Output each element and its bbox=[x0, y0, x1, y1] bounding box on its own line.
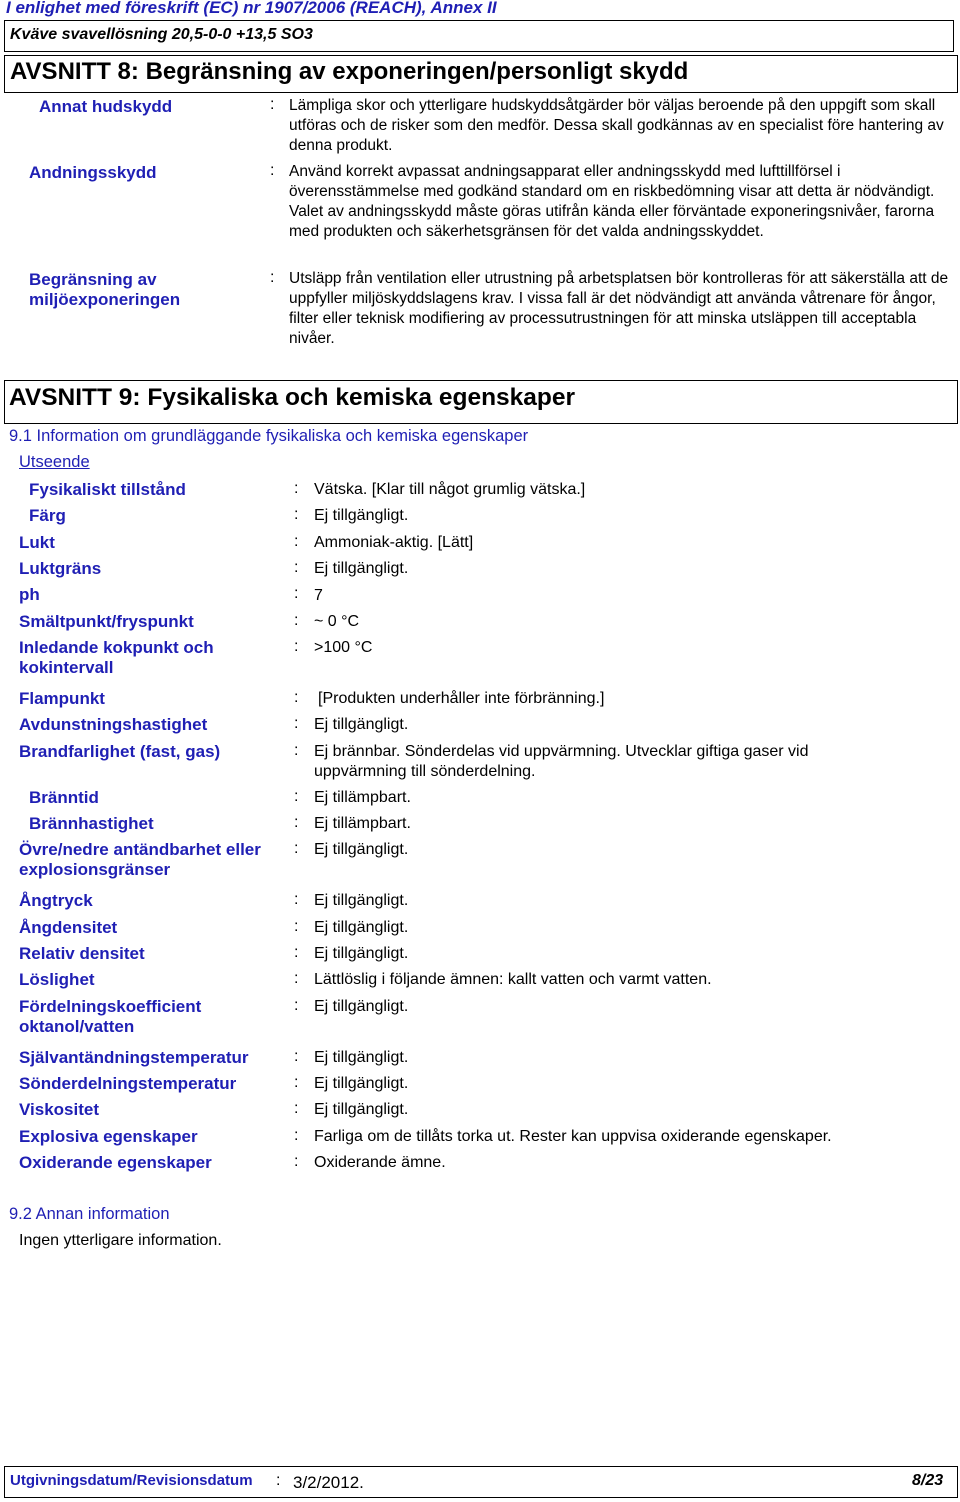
colon: : bbox=[294, 1048, 299, 1065]
value-flampunkt: [Produkten underhåller inte förbränning.] bbox=[318, 690, 605, 707]
colon: : bbox=[294, 1074, 299, 1091]
colon: : bbox=[294, 742, 299, 759]
colon: : bbox=[294, 533, 299, 550]
colon: : bbox=[294, 840, 299, 857]
value-brannhastighet: Ej tillämpbart. bbox=[314, 815, 411, 832]
label-oxiderande-egenskaper: Oxiderande egenskaper bbox=[19, 1153, 212, 1172]
colon: : bbox=[294, 891, 299, 908]
colon: : bbox=[270, 162, 275, 179]
value-explosionsgranser: Ej tillgängligt. bbox=[314, 841, 409, 858]
colon: : bbox=[270, 96, 275, 113]
section-9-title: AVSNITT 9: Fysikaliska och kemiska egenskaper bbox=[9, 384, 576, 411]
label-explosionsgranser: Övre/nedre antändbarhet eller explosionsgränser bbox=[19, 840, 261, 879]
value-angdensitet: Ej tillgängligt. bbox=[314, 919, 409, 936]
colon: : bbox=[294, 1153, 299, 1170]
value-fordelningskoefficient: Ej tillgängligt. bbox=[314, 998, 409, 1015]
colon: : bbox=[294, 689, 299, 706]
value-sonderdelningstemperatur: Ej tillgängligt. bbox=[314, 1075, 409, 1092]
label-relativ-densitet: Relativ densitet bbox=[19, 944, 145, 963]
colon: : bbox=[294, 506, 299, 523]
colon: : bbox=[294, 1100, 299, 1117]
value-brandfarlighet: Ej brännbar. Sönderdelas vid uppvärmning. Utvecklar giftiga gaser vid uppvärmning till sönderdelning. bbox=[314, 743, 809, 780]
footer-colon: : bbox=[276, 1472, 281, 1489]
label-sonderdelningstemperatur: Sönderdelningstemperatur bbox=[19, 1074, 237, 1093]
label-branntid: Bränntid bbox=[29, 788, 99, 807]
value-loslighet: Lättlöslig i följande ämnen: kallt vatten och varmt vatten. bbox=[314, 971, 712, 988]
colon: : bbox=[294, 638, 299, 655]
value-andningsskydd: Använd korrekt avpassat andningsapparat eller andningsskydd med lufttillförsel i överensstämmelse med godkänd standard om en riskbedömning visar att detta är nödvändigt. Valet av andningsskydd måste göras utifrån kända eller förväntade exponeringsnivåer, farorna med produkten och säkerhetsgränsen för det valda andningsskyddet. bbox=[289, 163, 935, 240]
label-fysikaliskt-tillstand: Fysikaliskt tillstånd bbox=[29, 480, 186, 499]
value-relativ-densitet: Ej tillgängligt. bbox=[314, 945, 409, 962]
value-annat-hudskydd: Lämpliga skor och ytterligare hudskyddsåtgärder bör väljas beroende på den uppgift som skall utföras och de risker som den medför. Dessa skall godkännas av en specialist före hantering av denna produkt. bbox=[289, 97, 944, 154]
value-smaltpunkt: ~ 0 °C bbox=[314, 613, 360, 630]
colon: : bbox=[294, 970, 299, 987]
label-fordelningskoefficient: Fördelningskoefficient oktanol/vatten bbox=[19, 997, 202, 1036]
value-sjalvantandningstemperatur: Ej tillgängligt. bbox=[314, 1049, 409, 1066]
value-angtryck: Ej tillgängligt. bbox=[314, 892, 409, 909]
other-information-text: Ingen ytterligare information. bbox=[19, 1232, 222, 1249]
label-kokpunkt: Inledande kokpunkt och kokintervall bbox=[19, 638, 214, 677]
label-andningsskydd: Andningsskydd bbox=[29, 163, 157, 182]
label-loslighet: Löslighet bbox=[19, 970, 95, 989]
label-annat-hudskydd: Annat hudskydd bbox=[39, 97, 173, 116]
label-avdunstningshastighet: Avdunstningshastighet bbox=[19, 715, 208, 734]
colon: : bbox=[294, 585, 299, 602]
label-brannhastighet: Brännhastighet bbox=[29, 814, 154, 833]
label-angtryck: Ångtryck bbox=[19, 891, 93, 910]
appearance-heading: Utseende bbox=[19, 453, 90, 471]
value-farg: Ej tillgängligt. bbox=[314, 507, 409, 524]
value-begransning: Utsläpp från ventilation eller utrustning på arbetsplatsen bör kontrolleras för att säkerställa att de uppfyller miljöskyddslagens krav. I vissa fall är det nödvändigt att använda våtrenare för ångor, filter eller teknisk modifiering av processutrustningen för att minska utsläppen till acceptabla nivåer. bbox=[289, 270, 949, 347]
label-ph: ph bbox=[19, 585, 40, 604]
value-explosiva-egenskaper: Farliga om de tillåts torka ut. Rester kan uppvisa oxiderande egenskaper. bbox=[314, 1128, 832, 1145]
product-name: Kväve svavellösning 20,5-0-0 +13,5 SO3 bbox=[10, 26, 313, 43]
value-viskositet: Ej tillgängligt. bbox=[314, 1101, 409, 1118]
label-smaltpunkt: Smältpunkt/fryspunkt bbox=[19, 612, 194, 631]
colon: : bbox=[294, 944, 299, 961]
colon: : bbox=[270, 269, 275, 286]
value-avdunstningshastighet: Ej tillgängligt. bbox=[314, 716, 409, 733]
colon: : bbox=[294, 997, 299, 1014]
colon: : bbox=[294, 788, 299, 805]
colon: : bbox=[294, 814, 299, 831]
regulation-header: I enlighet med föreskrift (EC) nr 1907/2006 (REACH), Annex II bbox=[6, 0, 497, 17]
value-oxiderande-egenskaper: Oxiderande ämne. bbox=[314, 1154, 446, 1171]
subsection-9-1-title: 9.1 Information om grundläggande fysikaliska och kemiska egenskaper bbox=[9, 427, 529, 445]
colon: : bbox=[294, 1127, 299, 1144]
label-flampunkt: Flampunkt bbox=[19, 689, 105, 708]
value-fysikaliskt-tillstand: Vätska. [Klar till något grumlig vätska.] bbox=[314, 481, 586, 498]
revision-date-label: Utgivningsdatum/Revisionsdatum bbox=[10, 1472, 253, 1489]
value-ph: 7 bbox=[314, 587, 323, 604]
section-8-title: AVSNITT 8: Begränsning av exponeringen/personligt skydd bbox=[10, 58, 689, 85]
value-lukt: Ammoniak-aktig. [Lätt] bbox=[314, 534, 474, 551]
colon: : bbox=[294, 612, 299, 629]
label-brandfarlighet: Brandfarlighet (fast, gas) bbox=[19, 742, 221, 761]
label-sjalvantandningstemperatur: Självantändningstemperatur bbox=[19, 1048, 249, 1067]
label-lukt: Lukt bbox=[19, 533, 55, 552]
label-begransning-line2: miljöexponeringen bbox=[29, 290, 181, 309]
label-luktgrans: Luktgräns bbox=[19, 559, 102, 578]
page-number: 8/23 bbox=[912, 1472, 944, 1489]
value-kokpunkt: >100 °C bbox=[314, 639, 373, 656]
value-branntid: Ej tillämpbart. bbox=[314, 789, 411, 806]
colon: : bbox=[294, 918, 299, 935]
label-farg: Färg bbox=[29, 506, 66, 525]
label-begransning-line1: Begränsning av bbox=[29, 270, 157, 289]
colon: : bbox=[294, 715, 299, 732]
label-viskositet: Viskositet bbox=[19, 1100, 100, 1119]
label-angdensitet: Ångdensitet bbox=[19, 918, 118, 937]
label-explosiva-egenskaper: Explosiva egenskaper bbox=[19, 1127, 198, 1146]
revision-date-value: 3/2/2012. bbox=[293, 1473, 364, 1492]
colon: : bbox=[294, 559, 299, 576]
value-luktgrans: Ej tillgängligt. bbox=[314, 560, 409, 577]
subsection-9-2-title: 9.2 Annan information bbox=[9, 1205, 170, 1223]
colon: : bbox=[294, 480, 299, 497]
